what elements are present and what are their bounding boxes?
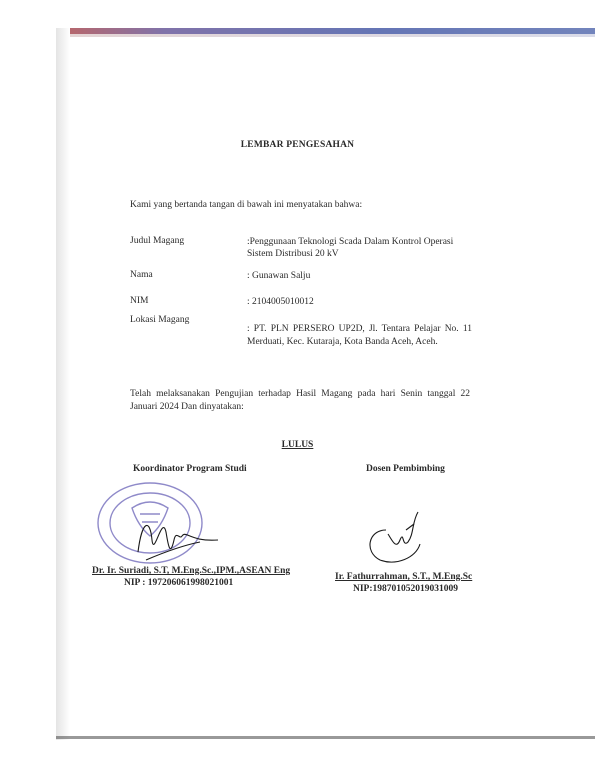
result-heading: LULUS xyxy=(281,440,314,450)
left-signatory-name: Dr. Ir. Suriadi, S.T, M.Eng.Sc.,IPM.,ASEAN Eng xyxy=(92,566,291,576)
right-signatory-role: Dosen Pembimbing xyxy=(366,464,445,474)
intro-text: Kami yang bertanda tangan di bawah ini menyatakan bahwa: xyxy=(130,200,363,210)
left-signatory-nip: NIP : 197206061998021001 xyxy=(124,578,234,588)
left-signature-icon xyxy=(120,510,230,570)
scan-top-border-shadow xyxy=(56,34,595,37)
nama-label: Nama xyxy=(130,270,153,280)
nama-value: : Gunawan Salju xyxy=(247,271,311,281)
statement-text: Telah melaksanakan Pengujian terhadap Hasil Magang pada hari Senin tanggal 22 Januari 2024 Dan dinyatakan: xyxy=(130,389,470,412)
right-signature-icon xyxy=(358,500,438,570)
page-title: LEMBAR PENGESAHAN xyxy=(240,140,355,150)
lokasi-label: Lokasi Magang xyxy=(130,315,190,325)
nim-label: NIM xyxy=(130,296,149,306)
judul-label: Judul Magang xyxy=(130,236,185,246)
right-signatory-name: Ir. Fathurrahman, S.T., M.Eng.Sc xyxy=(335,572,473,582)
scan-bottom-edge xyxy=(56,736,595,739)
nim-value: : 2104005010012 xyxy=(247,297,314,307)
left-signatory-role: Koordinator Program Studi xyxy=(133,464,247,474)
right-signatory-nip: NIP:198701052019031009 xyxy=(353,584,459,594)
scan-left-shadow xyxy=(56,28,70,740)
lokasi-value: : PT. PLN PERSERO UP2D, Jl. Tentara Pelajar No. 11 Merduati, Kec. Kutaraja, Kota Banda Aceh, Aceh. xyxy=(247,324,472,347)
judul-value: :Penggunaan Teknologi Scada Dalam Kontrol Operasi Sistem Distribusi 20 kV xyxy=(247,237,454,259)
